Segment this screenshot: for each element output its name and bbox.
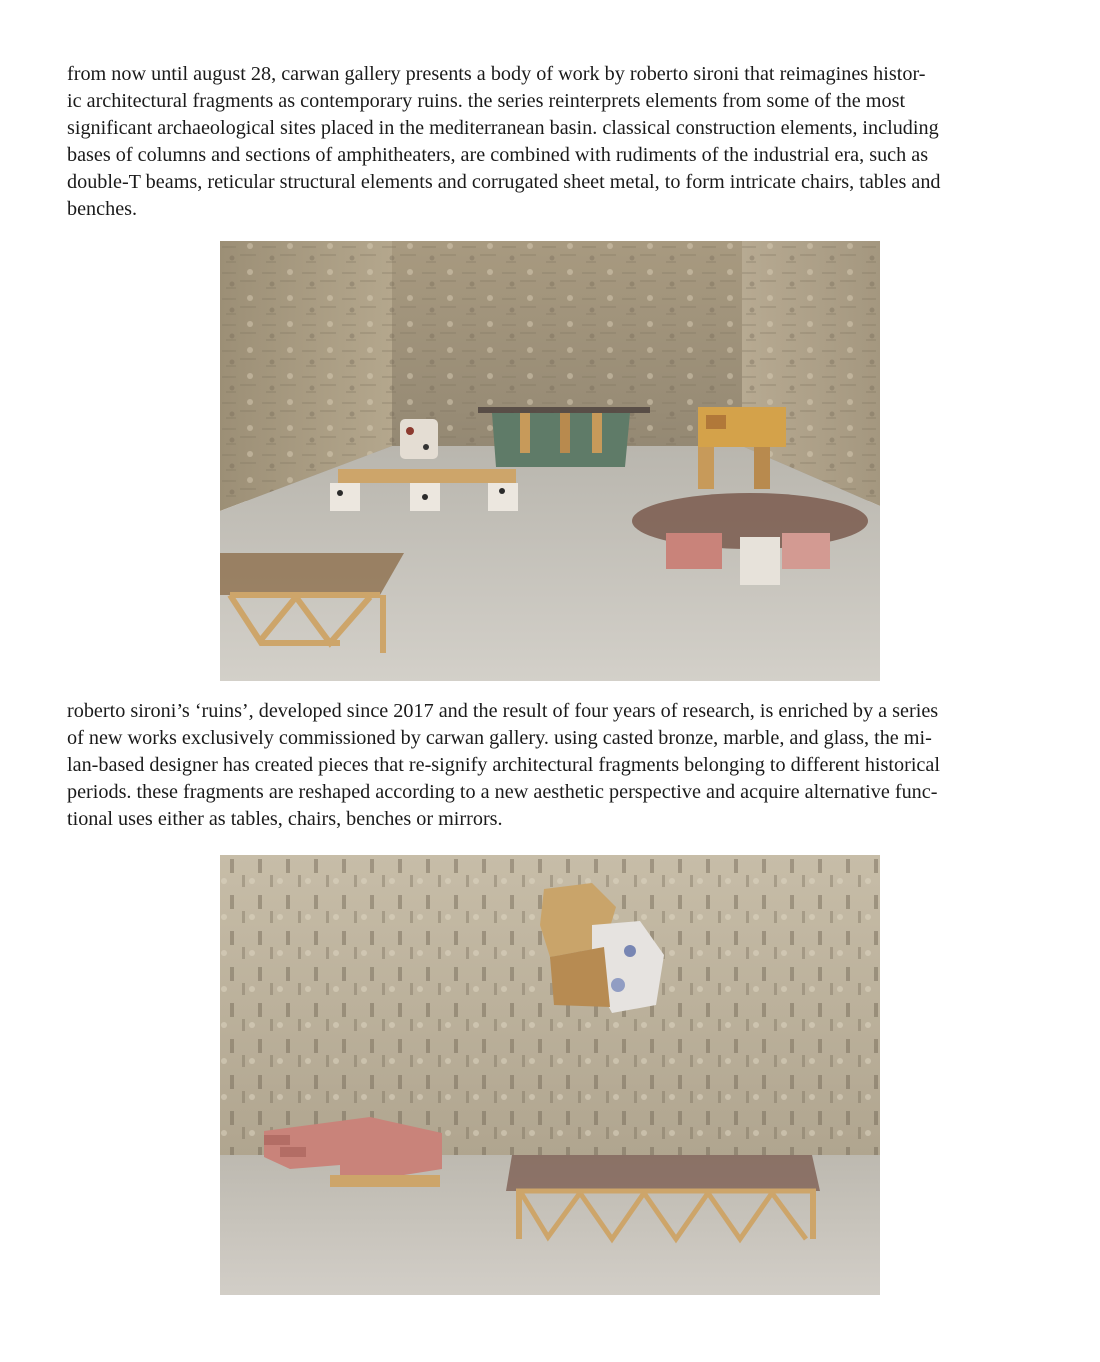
body-paragraph-intro: from now until august 28, carwan gallery presents a body of work by roberto sironi that reimagines histor- ic architectural fragments as contemporary ruins. the series reinterprets elements from some of the most significant archaeological sites placed in the mediterranean basin. classical construction elements, including bases of columns and sections of amphitheaters, are combined with rudiments of the industrial era, such as double-T beams, reticular structural elements and corrugated sheet metal, to form intricate chairs, tables and benches. [67,63,941,220]
body-paragraph-ruins: roberto sironi’s ‘ruins’, developed since 2017 and the result of four years of research, is enriched by a series of new works exclusively commissioned by carwan gallery. using casted bronze, marble, and glass, the mi- lan-based designer has created pieces that re-signify architectural fragments belonging to different historical periods. these fragments are reshaped according to a new aesthetic perspective and acquire alternative func- tional uses either as tables, chairs, benches or mirrors. [67,700,940,830]
gallery-photo-room-view [220,241,880,681]
gallery-photo-wall-view [220,855,880,1295]
